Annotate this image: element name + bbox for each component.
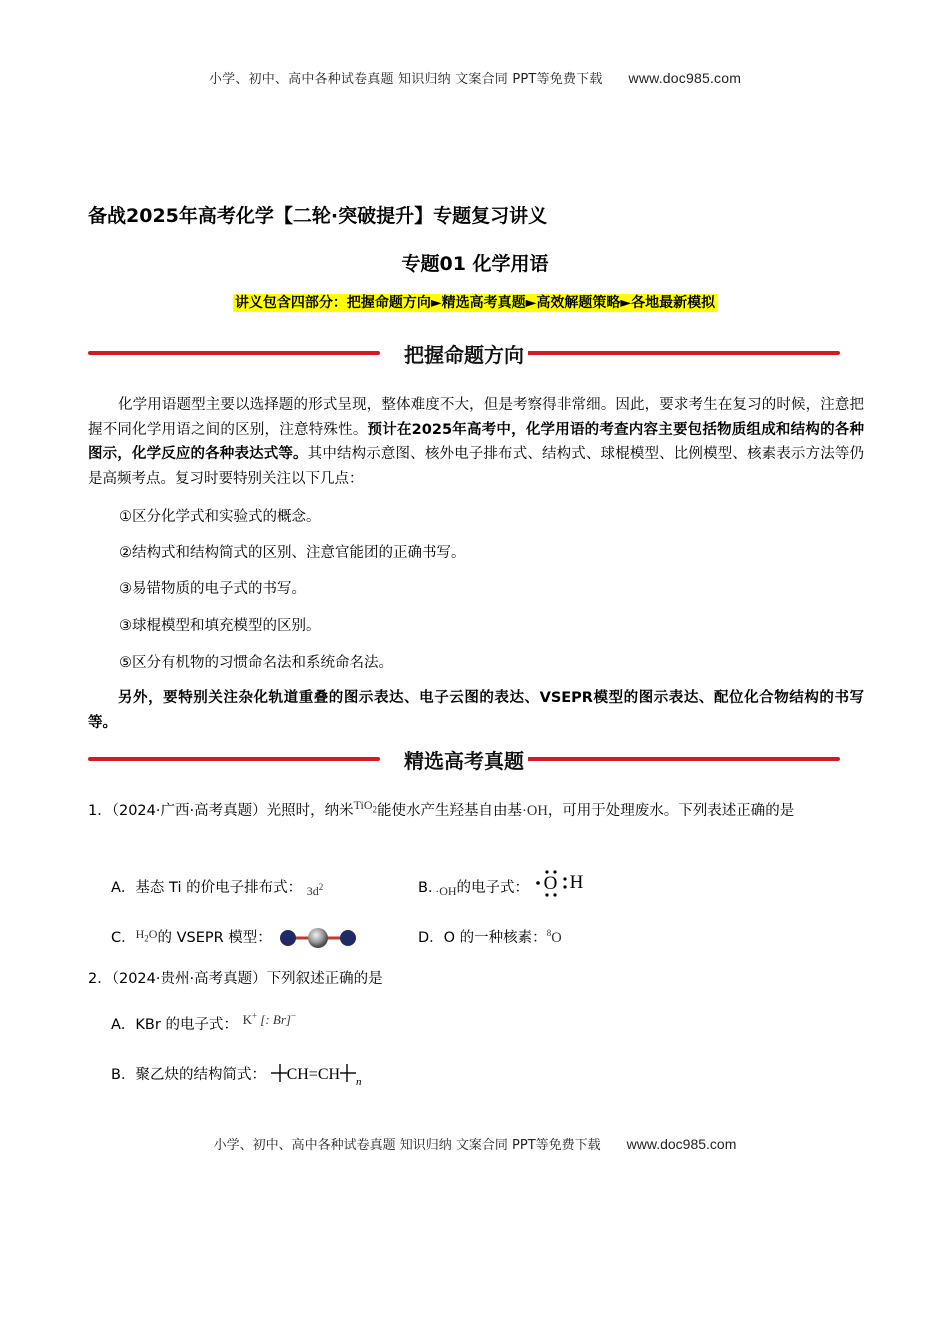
- left-bracket-icon: [271, 1063, 287, 1083]
- intro-paragraph: [88, 393, 864, 491]
- q1-oh: ·OH: [522, 803, 548, 819]
- vsepr-linear-model-icon: [278, 926, 358, 950]
- section-heading-1: 把握命题方向: [400, 343, 528, 367]
- intro-bold-text: 预计在2025年高考中，化学用语的考查内容主要包括物质组成和结构的各种图示，化学反应的各种表达式等。: [88, 421, 864, 462]
- q1-option-a-label: A．基态 Ti 的价电子排布式：: [111, 880, 303, 896]
- point-3: ③易错物质的电子式的书写。: [119, 581, 306, 597]
- polyacetylene-n: n: [356, 1076, 362, 1088]
- q1-source: （2024·广西·高考真题）: [111, 803, 267, 819]
- q1-option-d[interactable]: [418, 926, 562, 947]
- header-url[interactable]: www.doc985.com: [628, 70, 742, 86]
- q2-option-a[interactable]: [111, 1010, 297, 1034]
- q1-option-a-formula: [307, 884, 324, 898]
- electron-dot-o: O: [543, 873, 558, 894]
- q2-option-b-label: B．聚乙炔的结构简式：: [111, 1067, 266, 1083]
- config-formula: 3d: [306, 884, 319, 898]
- tio2-subscript: 2: [372, 804, 378, 815]
- section-divider-1: [88, 339, 840, 367]
- q1-option-d-nuclide: [547, 930, 562, 946]
- q1-option-b-oh: ·OH: [435, 884, 457, 898]
- nuclide-superscript: 8: [546, 928, 552, 939]
- tio2-formula: TiO: [353, 798, 373, 812]
- polyacetylene-formula: [271, 1066, 362, 1088]
- parts-text: 讲义包含四部分：把握命题方向►精选高考真题►高效解题策略►各地最新模拟: [234, 295, 716, 311]
- h2o-o: O: [148, 927, 158, 941]
- electron-dot-oh: [534, 873, 590, 903]
- section-divider-2: [88, 745, 840, 773]
- footer-url[interactable]: www.doc985.com: [626, 1136, 737, 1152]
- q2-number: 2．: [88, 971, 112, 987]
- polyacetylene-repeat-unit: CH=CH: [286, 1066, 341, 1083]
- kbr-electron-formula: [243, 1012, 297, 1027]
- kbr-br: [: Br]: [260, 1012, 291, 1027]
- page-header: [0, 68, 950, 87]
- question-2-stem: [88, 967, 868, 991]
- q2-source: （2024·贵州·高考真题）: [111, 971, 267, 987]
- kbr-k-charge: +: [251, 1010, 258, 1021]
- kbr-br-charge: −: [290, 1010, 297, 1021]
- q1-text-b: 能使水产生羟基自由基: [377, 803, 523, 819]
- electron-dot-h: H: [569, 872, 584, 893]
- q1-text-a: 光照时，纳米: [266, 803, 354, 819]
- q1-text-c: ，可用于处理废水。下列表述正确的是: [547, 803, 795, 819]
- config-superscript: 2: [318, 882, 324, 892]
- h2o-subscript: 2: [144, 933, 149, 944]
- q1-option-d-label: D．O 的一种核素：: [418, 930, 547, 946]
- q1-option-c-text: 的 VSEPR 模型：: [157, 930, 272, 946]
- right-bracket-icon: [340, 1063, 356, 1083]
- parts-banner: [0, 292, 950, 312]
- q2-text: 下列叙述正确的是: [266, 971, 383, 987]
- document-title: 备战2025年高考化学【二轮·突破提升】专题复习讲义: [88, 205, 548, 227]
- q1-option-b[interactable]: [418, 873, 590, 903]
- q2-option-a-label: A．KBr 的电子式：: [111, 1017, 238, 1033]
- section-heading-2: 精选高考真题: [400, 749, 528, 773]
- q1-option-b-text: 的电子式：: [456, 880, 530, 896]
- document-subtitle: 专题01 化学用语: [401, 253, 549, 275]
- question-1-stem: [88, 799, 868, 827]
- point-1: ①区分化学式和实验式的概念。: [119, 509, 321, 525]
- intro-text: 化学用语题型主要以选择题的形式呈现，整体难度不大，但是考察得非常细。因此，要求考生在复习的时候，注意把握不同化学用语之间的区别，注意特殊性。: [88, 397, 864, 438]
- q1-option-a[interactable]: [111, 876, 323, 897]
- q1-option-c[interactable]: [111, 926, 358, 950]
- header-text: 小学、初中、高中各种试卷真题 知识归纳 文案合同 PPT等免费下载: [208, 72, 603, 87]
- q1-option-c-label: C．: [111, 930, 136, 946]
- q1-option-b-label: B．: [418, 880, 436, 896]
- intro-tail-text: 其中结构示意图、核外电子排布式、结构式、球棍模型、比例模型、核素表示方法等仍是高频考点。复习时要特别关注以下几点：: [88, 446, 865, 487]
- q2-option-b[interactable]: [111, 1063, 362, 1088]
- h2o-h: H: [135, 927, 145, 941]
- footer-text: 小学、初中、高中各种试卷真题 知识归纳 文案合同 PPT等免费下载: [213, 1138, 601, 1153]
- note-paragraph: [88, 686, 864, 735]
- q1-option-c-h2o: [135, 927, 158, 944]
- q1-tio2: [353, 798, 378, 815]
- point-4: ③球棍模型和填充模型的区别。: [119, 618, 321, 634]
- point-5: ⑤区分有机物的习惯命名法和系统命名法。: [119, 655, 393, 671]
- nuclide-o: O: [551, 930, 562, 946]
- note-text: 另外，要特别关注杂化轨道重叠的图示表达、电子云图的表达、VSEPR模型的图示表达、配位化合物结构的书写等。: [88, 690, 864, 731]
- page-footer: [0, 1134, 950, 1153]
- point-2: ②结构式和结构简式的区别、注意官能团的正确书写。: [119, 545, 466, 561]
- q1-number: 1．: [88, 803, 112, 819]
- kbr-k: K: [242, 1012, 252, 1027]
